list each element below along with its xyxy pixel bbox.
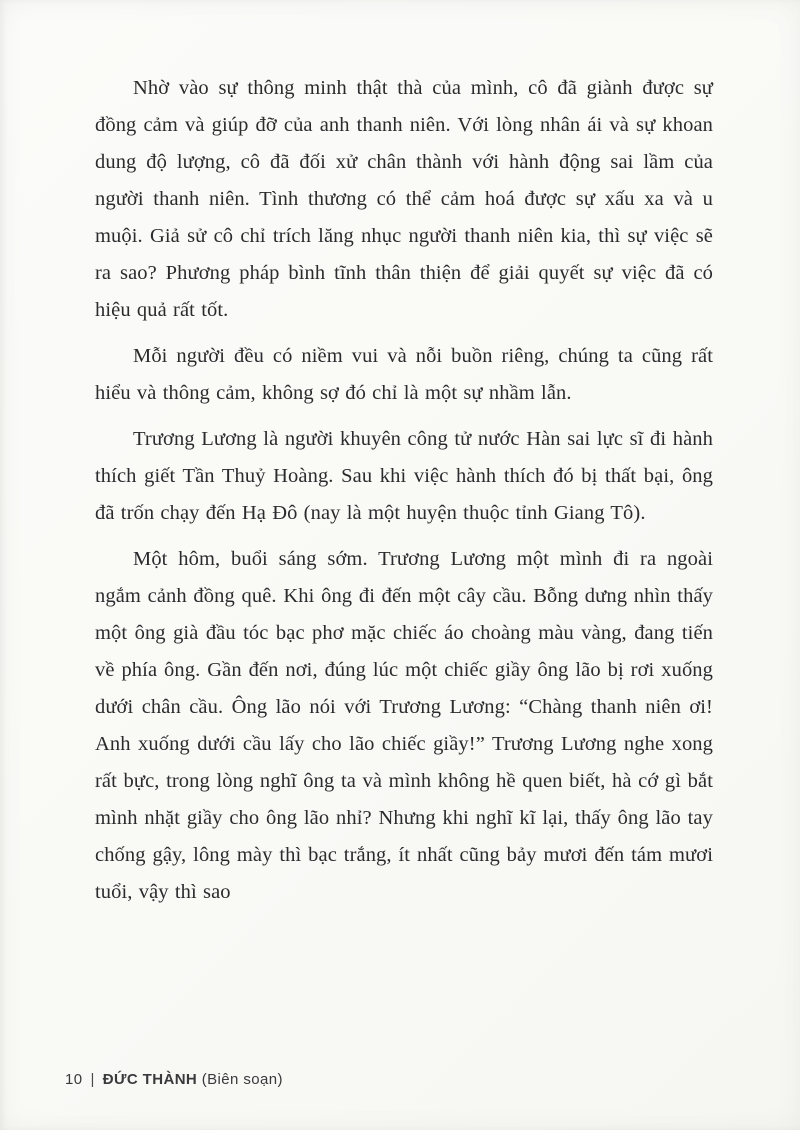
- footer-credit-note: (Biên soạn): [201, 1071, 283, 1088]
- paragraph: Nhờ vào sự thông minh thật thà của mình, cô đã giành được sự đồng cảm và giúp đỡ của anh thanh niên. Với lòng nhân ái và sự khoan dung độ lượng, cô đã đối xử chân thành với hành động sai lầm của người thanh niên. Tình thương có thể cảm hoá được sự xấu xa và u muội. Giả sử cô chỉ trích lăng nhục người thanh niên kia, thì sự việc sẽ ra sao? Phương pháp bình tĩnh thân thiện để giải quyết sự việc đã có hiệu quả rất tốt.: [95, 77, 713, 321]
- paragraph: Mỗi người đều có niềm vui và nỗi buồn riêng, chúng ta cũng rất hiểu và thông cảm, không sợ đó chỉ là một sự nhầm lẫn.: [95, 345, 713, 404]
- paragraph: Một hôm, buổi sáng sớm. Trương Lương một mình đi ra ngoài ngắm cảnh đồng quê. Khi ông đi đến một cây cầu. Bỗng dưng nhìn thấy một ông già đầu tóc bạc phơ mặc chiếc áo choàng màu vàng, đang tiến về phía ông. Gần đến nơi, đúng lúc một chiếc giầy ông lão bị rơi xuống dưới chân cầu. Ông lão nói với Trương Lương: “Chàng thanh niên ơi! Anh xuống dưới cầu lấy cho lão chiếc giầy!” Trương Lương nghe xong rất bực, trong lòng nghĩ ông ta và mình không hề quen biết, hà cớ gì bắt mình nhặt giầy cho ông lão nhỉ? Nhưng khi nghĩ kĩ lại, thấy ông lão tay chống gậy, lông mày thì bạc trắng, ít nhất cũng bảy mươi đến tám mươi tuổi, vậy thì sao: [95, 548, 713, 903]
- footer-credit: ĐỨC THÀNH: [102, 1071, 202, 1088]
- page-footer: [65, 1071, 283, 1088]
- paragraph: Trương Lương là người khuyên công tử nước Hàn sai lực sĩ đi hành thích giết Tần Thuỷ Hoàng. Sau khi việc hành thích đó bị thất bại, ông đã trốn chạy đến Hạ Đô (nay là một huyện thuộc tỉnh Giang Tô).: [95, 428, 713, 524]
- footer-separator: |: [90, 1071, 95, 1088]
- page-number: 10: [65, 1071, 83, 1088]
- body-text: [95, 70, 713, 920]
